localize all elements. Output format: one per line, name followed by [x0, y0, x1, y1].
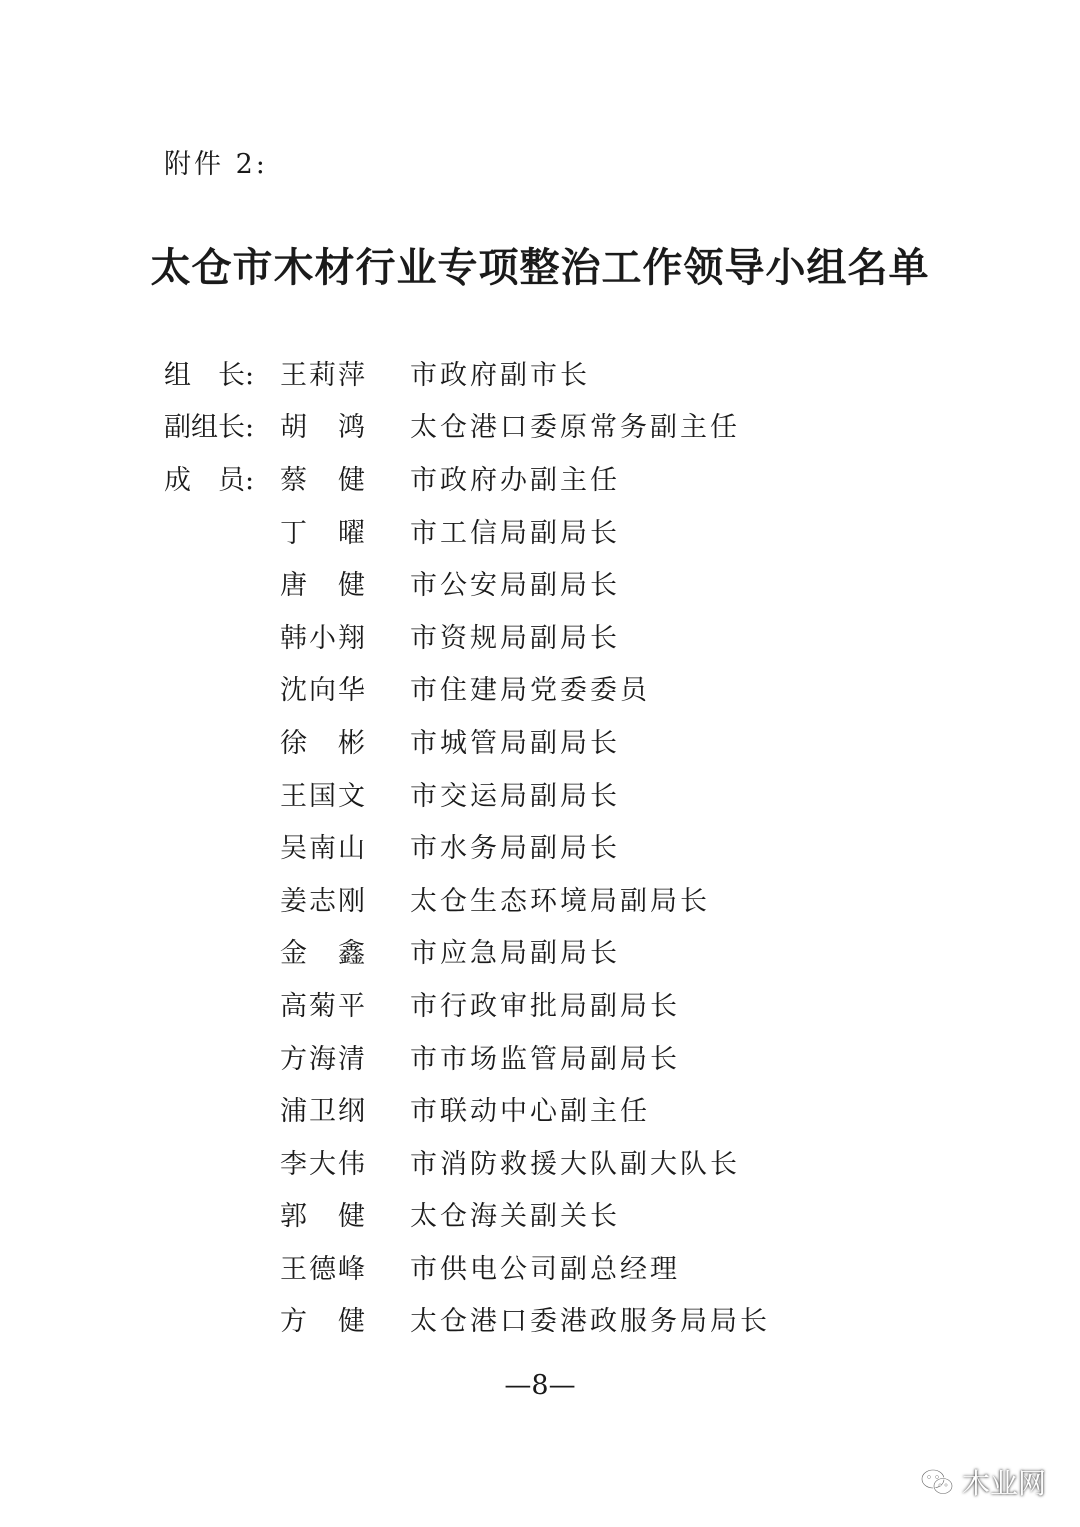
member-role: 成 员:	[164, 464, 255, 496]
member-name: 王国文	[280, 780, 367, 812]
member-row	[164, 504, 924, 557]
member-position: 市行政审批局副局长	[410, 990, 680, 1022]
member-row	[164, 714, 924, 767]
member-row	[164, 977, 924, 1030]
member-position: 市应急局副局长	[410, 938, 620, 970]
member-name: 胡 鸿	[280, 412, 367, 444]
member-row	[164, 872, 924, 925]
member-position: 太仓港口委港政服务局局长	[410, 1306, 770, 1338]
page-number: —8—	[504, 1370, 576, 1401]
member-name: 高菊平	[280, 990, 367, 1022]
member-position: 市消防救援大队副大队长	[410, 1148, 740, 1180]
member-position: 市政府副市长	[410, 359, 590, 391]
member-name: 王德峰	[280, 1253, 367, 1285]
member-row	[164, 399, 924, 452]
member-row	[164, 1082, 924, 1135]
member-name: 方海清	[280, 1043, 367, 1075]
member-name: 唐 健	[280, 570, 367, 602]
member-row	[164, 609, 924, 662]
watermark-text: 木业网	[961, 1467, 1046, 1500]
member-position: 市市场监管局副局长	[410, 1043, 680, 1075]
attachment-label: 附件 2:	[164, 149, 268, 180]
member-name: 沈向华	[280, 675, 367, 707]
member-row	[164, 662, 924, 715]
member-position: 太仓港口委原常务副主任	[410, 412, 740, 444]
member-name: 郭 健	[280, 1201, 367, 1233]
member-row	[164, 1188, 924, 1241]
member-row	[164, 556, 924, 609]
member-position: 太仓生态环境局副局长	[410, 885, 710, 917]
member-name: 姜志刚	[280, 885, 367, 917]
member-position: 市水务局副局长	[410, 833, 620, 865]
member-name: 丁 曜	[280, 517, 367, 549]
member-position: 市交运局副局长	[410, 780, 620, 812]
member-position: 市住建局党委委员	[410, 675, 650, 707]
member-row	[164, 1135, 924, 1188]
member-position: 市工信局副局长	[410, 517, 620, 549]
member-position: 市联动中心副主任	[410, 1096, 650, 1128]
member-name: 韩小翔	[280, 622, 367, 654]
member-name: 吴南山	[280, 833, 367, 865]
member-position: 市公安局副局长	[410, 570, 620, 602]
member-position: 市供电公司副总经理	[410, 1253, 680, 1285]
member-name: 蔡 健	[280, 464, 367, 496]
member-position: 市政府办副主任	[410, 464, 620, 496]
member-name: 金 鑫	[280, 938, 367, 970]
member-name: 徐 彬	[280, 727, 367, 759]
member-role: 副组长:	[164, 412, 255, 444]
member-row	[164, 1293, 924, 1346]
wechat-icon	[920, 1467, 954, 1497]
member-row	[164, 767, 924, 820]
member-role: 组 长:	[164, 359, 255, 391]
member-position: 市资规局副局长	[410, 622, 620, 654]
member-name: 方 健	[280, 1306, 367, 1338]
member-row	[164, 346, 924, 399]
watermark	[920, 1462, 1046, 1502]
member-row	[164, 925, 924, 978]
member-row	[164, 819, 924, 872]
member-position: 太仓海关副关长	[410, 1201, 620, 1233]
member-row	[164, 1240, 924, 1293]
member-name: 李大伟	[280, 1148, 367, 1180]
member-name: 浦卫纲	[280, 1096, 367, 1128]
document-title: 太仓市木材行业专项整治工作领导小组名单	[150, 245, 930, 291]
member-list	[164, 346, 924, 1345]
member-row	[164, 1030, 924, 1083]
member-name: 王莉萍	[280, 359, 367, 391]
member-row	[164, 451, 924, 504]
member-position: 市城管局副局长	[410, 727, 620, 759]
